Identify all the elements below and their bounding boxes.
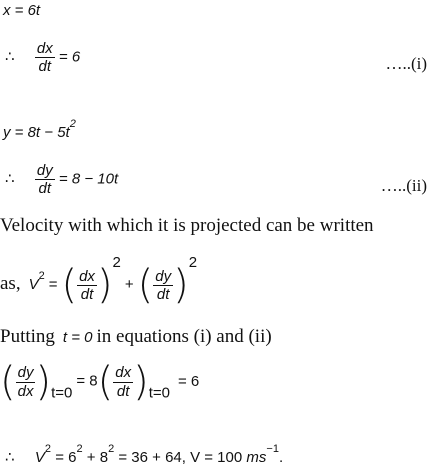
therefore-symbol: ∴ <box>5 48 15 66</box>
numerator: dx <box>36 40 53 57</box>
unit-ms: ms <box>246 449 267 466</box>
denominator: dx <box>17 382 34 400</box>
var-v: V <box>28 276 39 293</box>
numerator: dy <box>36 162 53 179</box>
fraction-dx-dt <box>113 364 133 400</box>
eq-rhs: = 6 <box>58 48 81 66</box>
exponent: 2 <box>44 443 52 455</box>
eq-y-position <box>3 118 76 141</box>
eq-dydx-at-t0 <box>0 359 200 405</box>
eq-part-b: + 8 <box>86 449 109 466</box>
right-paren: ) <box>96 262 113 309</box>
fraction-dy-dx <box>16 364 36 400</box>
eq-8: = 8 <box>76 372 98 390</box>
plus-sign: + <box>124 276 134 293</box>
equals-sign: = <box>48 276 58 293</box>
fraction-dx-dt <box>35 40 55 76</box>
fraction-dy-dt <box>35 162 55 198</box>
eq-part-a: = 6 <box>55 449 77 466</box>
eq-6: = 6 <box>177 372 200 390</box>
var-v: V <box>34 449 45 466</box>
exponent: 2 <box>69 118 76 130</box>
numerator: dx <box>79 267 95 285</box>
eq-dxdt <box>5 40 433 76</box>
unit-exponent: −1 <box>266 443 279 455</box>
eq-x-text: x = 6t <box>3 2 41 19</box>
numerator: dy <box>17 364 34 382</box>
eq-velocity-squared <box>0 254 198 309</box>
right-paren: ) <box>35 359 52 405</box>
left-paren: ( <box>0 359 16 405</box>
period: . <box>278 449 284 466</box>
eq-final-velocity <box>5 443 283 466</box>
sentence-text: Velocity with which it is projected can be written <box>0 215 374 236</box>
eq-y-text: y = 8t − 5t <box>3 124 70 141</box>
text-as: as, <box>0 273 21 294</box>
text-velocity-sentence <box>0 215 374 237</box>
exponent: 2 <box>108 443 115 455</box>
fraction-dy-dt <box>153 268 173 304</box>
left-paren: ( <box>97 359 114 405</box>
therefore-symbol: ∴ <box>5 449 15 466</box>
eq-rhs: = 8 − 10t <box>58 170 119 188</box>
denominator: dt <box>38 180 52 198</box>
exponent: 2 <box>76 443 83 455</box>
denominator: dt <box>116 382 130 400</box>
t-zero: t = 0 <box>62 329 93 346</box>
left-paren: ( <box>61 262 78 309</box>
text-in-equations: in equations (i) and (ii) <box>96 326 272 347</box>
left-paren: ( <box>137 262 154 309</box>
right-paren: ) <box>133 359 149 405</box>
right-paren: ) <box>173 262 189 309</box>
subscript-t0: t=0 <box>148 384 170 402</box>
text-putting-word: Putting <box>0 326 55 347</box>
exponent: 2 <box>188 254 198 271</box>
numerator: dy <box>155 267 172 285</box>
fraction-dx-dt <box>77 268 97 304</box>
therefore-symbol: ∴ <box>5 170 15 188</box>
denominator: dt <box>156 285 170 303</box>
subscript-t0: t=0 <box>51 384 73 402</box>
text-putting <box>0 326 272 348</box>
eq-part-c: = 36 + 64, V = 100 <box>118 449 243 466</box>
exponent: 2 <box>112 254 121 271</box>
denominator: dt <box>38 58 52 76</box>
equation-tag-ii: …..(ii) <box>380 176 427 195</box>
exponent: 2 <box>38 270 45 282</box>
numerator: dx <box>115 364 132 382</box>
equation-tag-i: …..(i) <box>385 54 427 73</box>
eq-x-position <box>3 2 40 19</box>
denominator: dt <box>80 285 94 303</box>
eq-dydt <box>5 162 433 198</box>
